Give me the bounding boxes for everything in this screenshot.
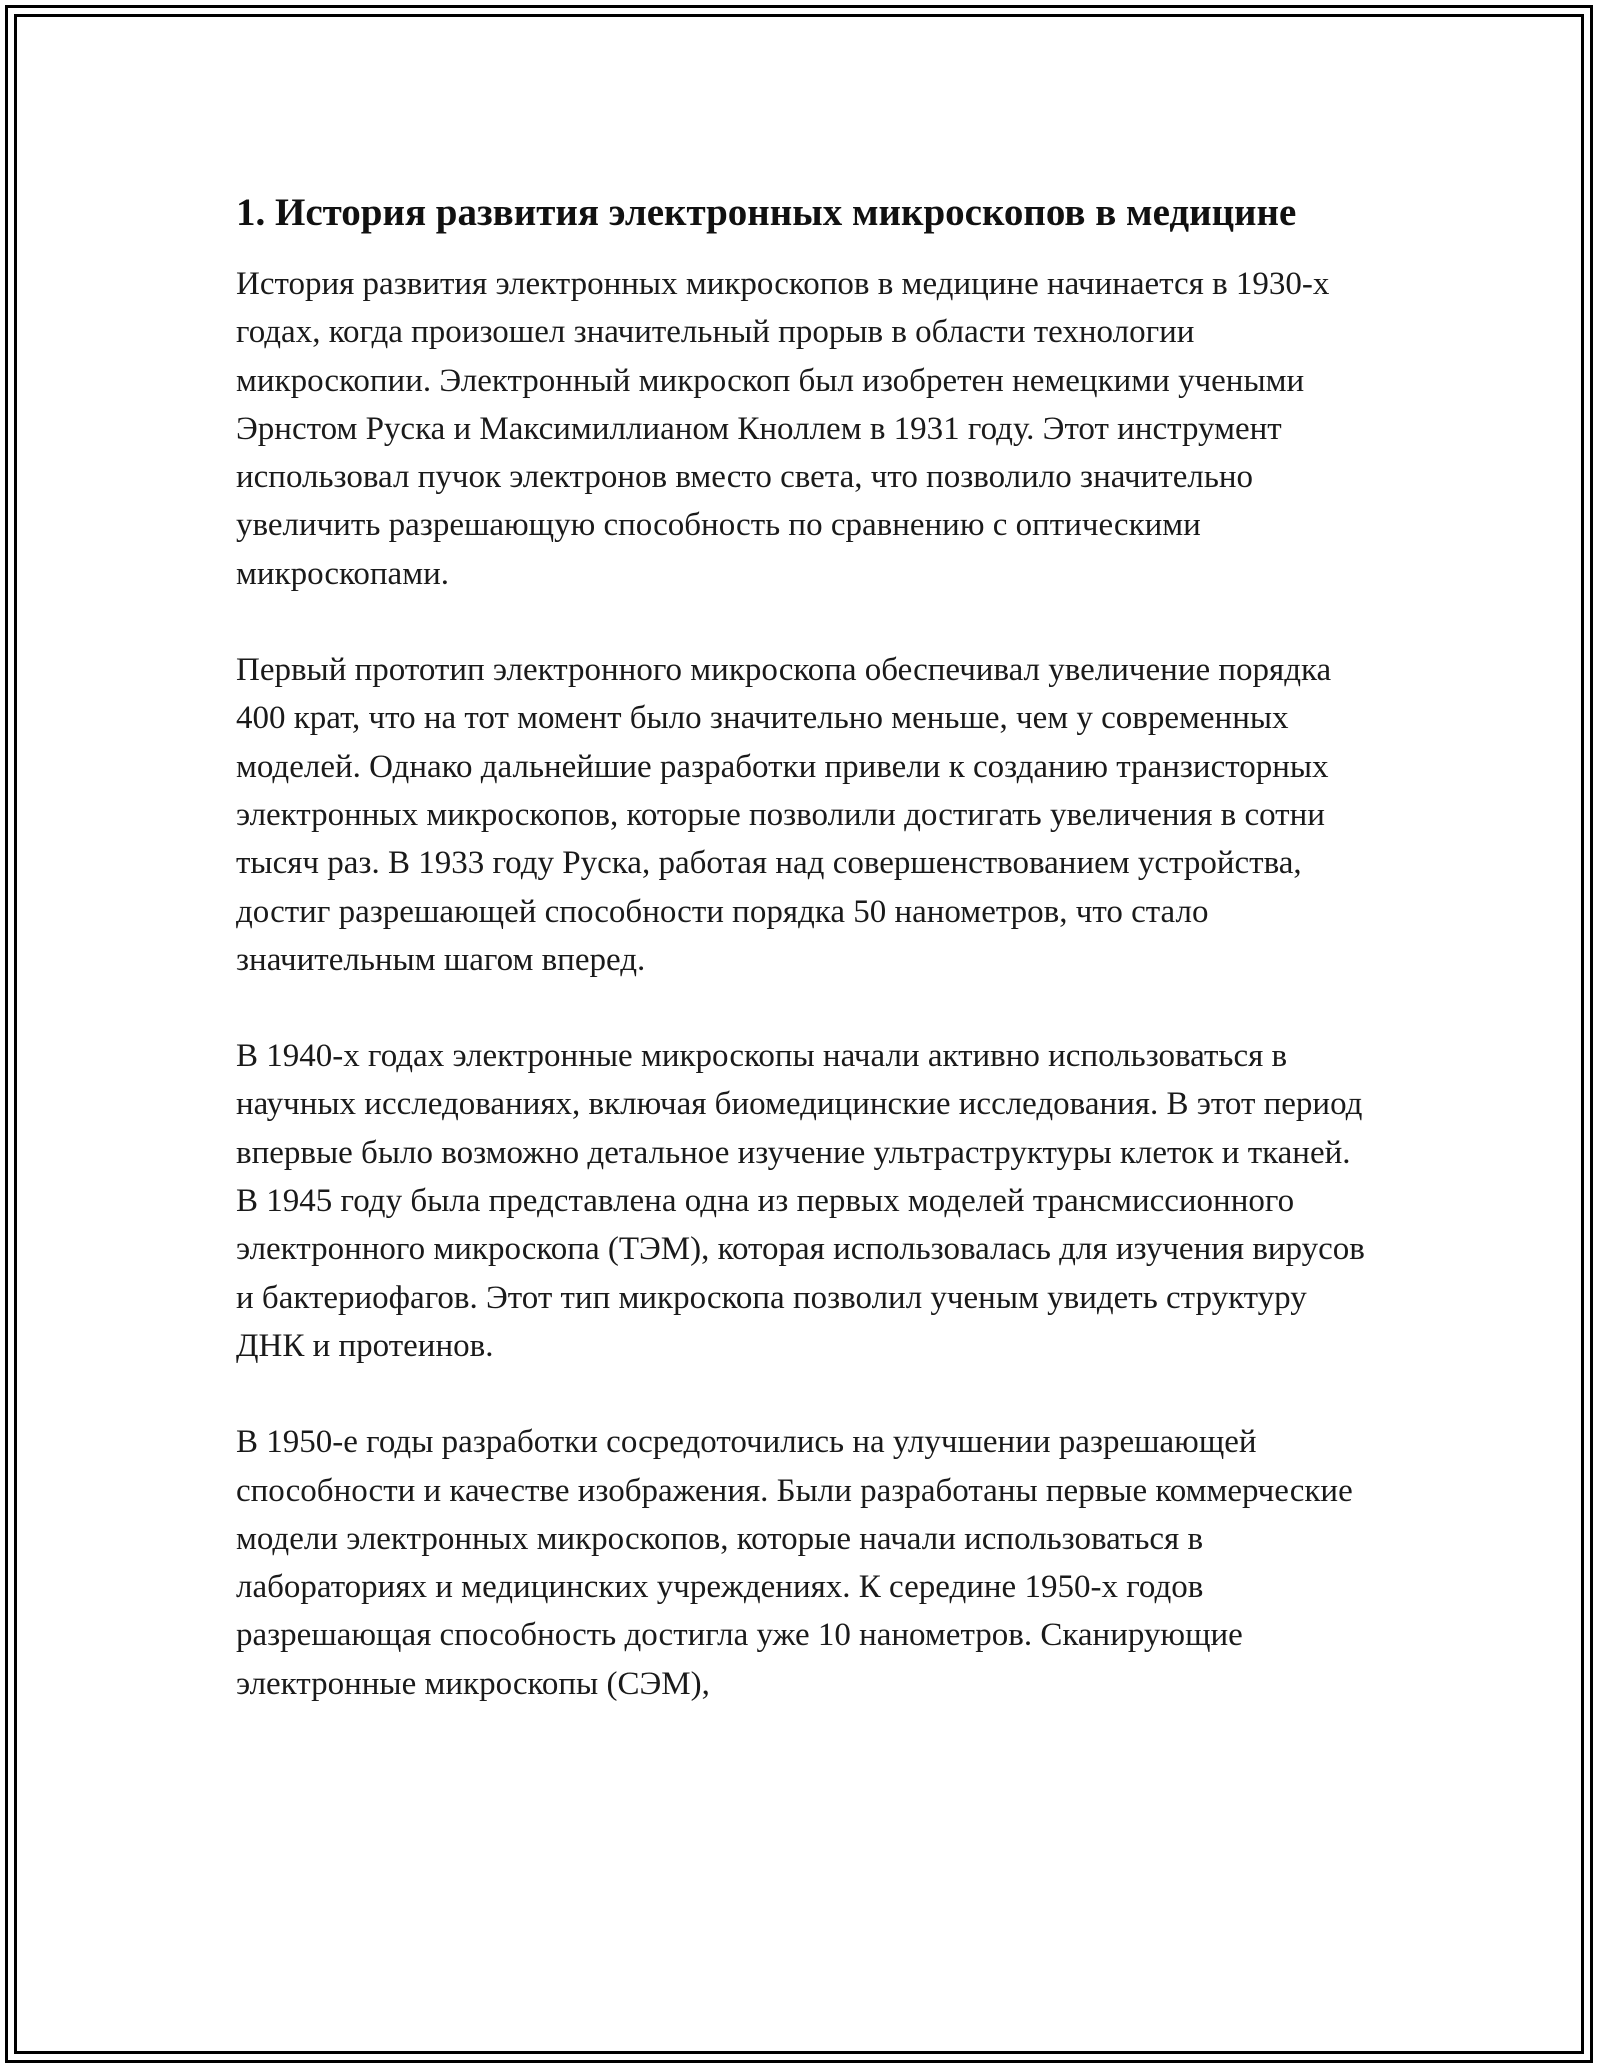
paragraph-3: В 1940-х годах электронные микроскопы начали активно использоваться в научных исследованиях, включая биомедицинские исследования. В этот период впервые было возможно детальное изучение ультраструктуры клеток и тканей. В 1945 году была представлена одна из первых моделей трансмиссионного электронного микроскопа (ТЭМ), которая использовалась для изучения вирусов и бактериофагов. Этот тип микроскопа позволил ученым увидеть структуру ДНК и протеинов.	[236, 1038, 1365, 1364]
section-heading: 1. История развития электронных микроскопов в медицине	[236, 191, 1297, 234]
paragraph-4: В 1950-е годы разработки сосредоточились на улучшении разрешающей способности и качестве изображения. Были разработаны первые коммерческие модели электронных микроскопов, которые начали использоваться в лабораториях и медицинских учреждениях. К середине 1950-х годов разрешающая способность достигла уже 10 нанометров. Сканирующие электронные микроскопы (СЭМ),	[236, 1424, 1353, 1702]
document-body	[236, 186, 1366, 1708]
paragraph-1: История развития электронных микроскопов в медицине начинается в 1930-х годах, когда произошел значительный прорыв в области технологии микроскопии. Электронный микроскоп был изобретен немецкими учеными Эрнстом Руска и Максимиллианом Кноллем в 1931 году. Этот инструмент использовал пучок электронов вместо света, что позволило значительно увеличить разрешающую способность по сравнению с оптическими микроскопами.	[236, 266, 1330, 592]
paragraph-2: Первый прототип электронного микроскопа обеспечивал увеличение порядка 400 крат, что на тот момент было значительно меньше, чем у современных моделей. Однако дальнейшие разработки привели к созданию транзисторных электронных микроскопов, которые позволили достигать увеличения в сотни тысяч раз. В 1933 году Руска, работая над совершенствованием устройства, достиг разрешающей способности порядка 50 нанометров, что стало значительным шагом вперед.	[236, 652, 1332, 978]
